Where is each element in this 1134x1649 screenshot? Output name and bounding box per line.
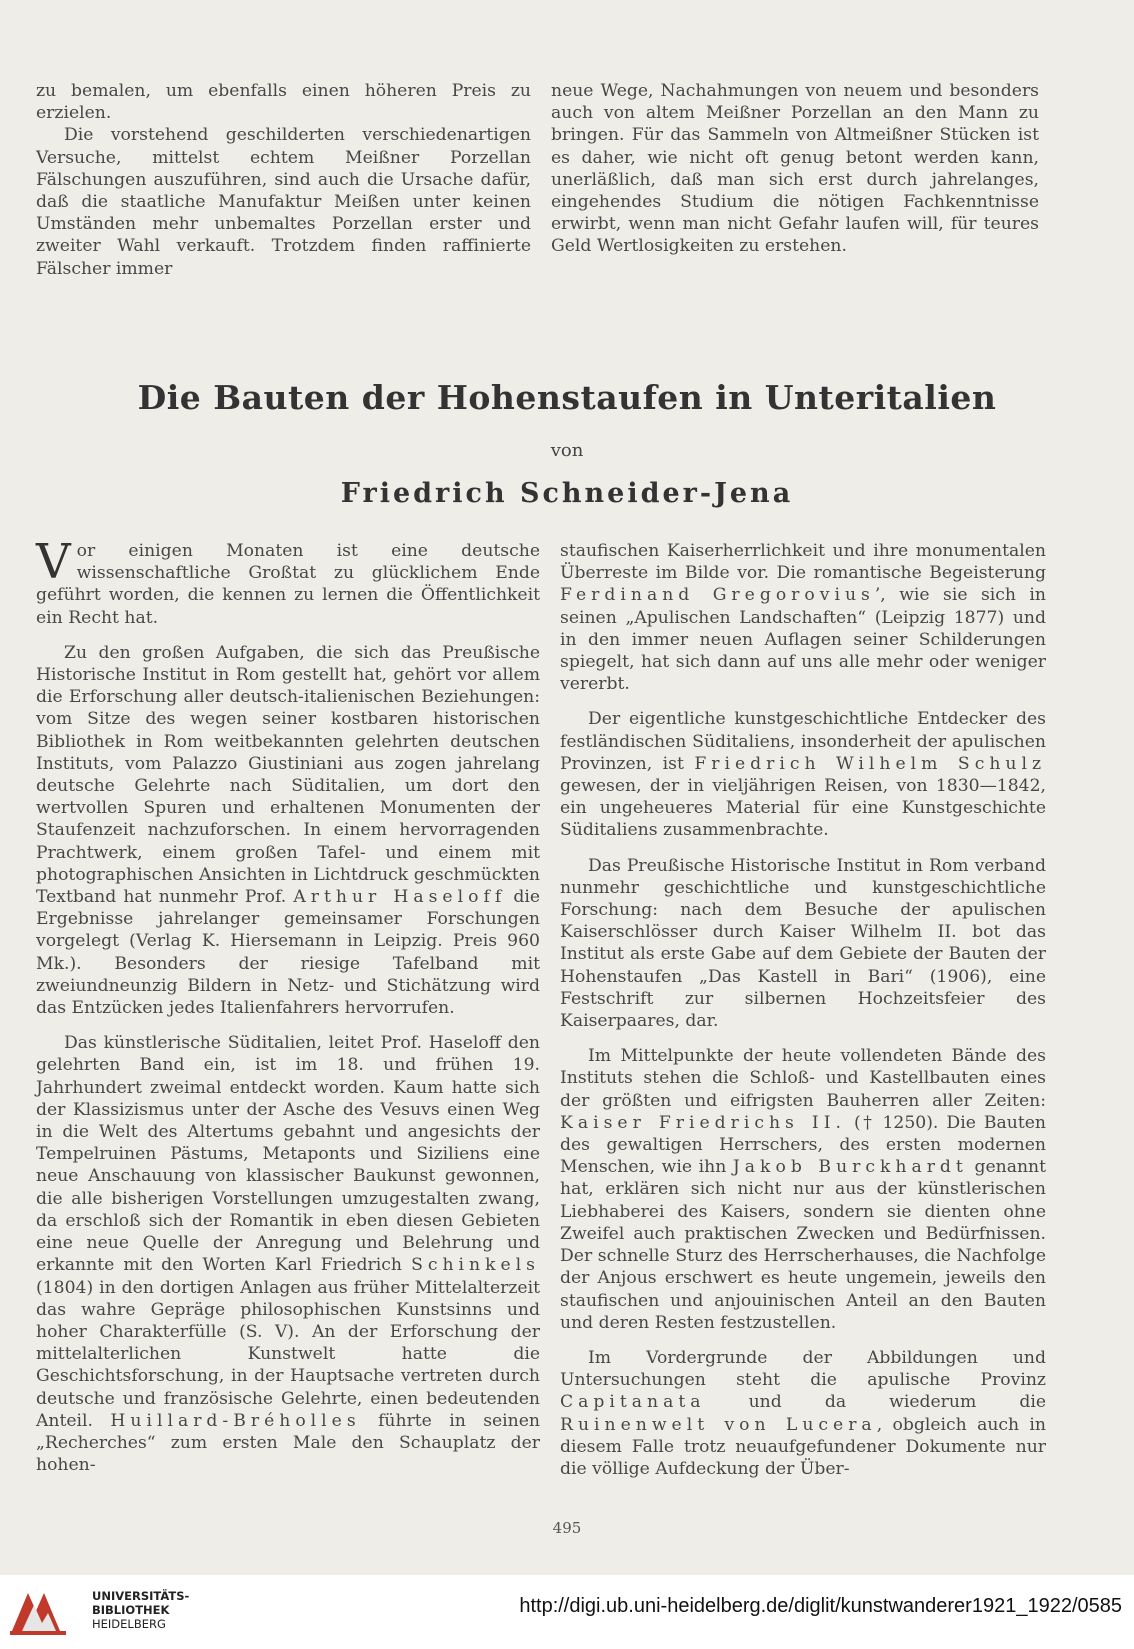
top-right-column (551, 80, 1039, 258)
drop-initial: V (36, 534, 71, 590)
library-name (92, 1589, 189, 1631)
paragraph-text: die Ergebnisse jahrelanger gemeinsamer Forschungen vorgelegt (Verlag K. Hiersemann in Leipzig. Preis 960 Mk.). Besonders der riesige Tafelband mit zweiundneunzig Bildern in Netz- und Stichätzung wird das Entzücken jedes Italienfahrers hervorrufen. (36, 887, 541, 1019)
spaced-name: Kaiser Friedrichs II. (560, 1112, 846, 1133)
library-line: BIBLIOTHEK (92, 1603, 170, 1617)
spaced-name: Huillard-Bréholles (110, 1410, 361, 1431)
library-line: UNIVERSITÄTS- (92, 1589, 190, 1603)
article-von: von (550, 440, 584, 461)
paragraph (36, 534, 540, 629)
paragraph-text: Im Mittelpunkte der heute vollendeten Bände des Instituts stehen die Schloß- und Kastellbauten eines der größten und eifrigsten Bauherren aller Zeiten: (560, 1046, 1046, 1111)
paragraph-text: († 1250). Die Bauten des gewaltigen Herrschers, des ersten modernen Menschen, wie ihn (560, 1112, 1046, 1178)
paragraph (560, 1045, 1046, 1334)
right-column (560, 540, 1046, 1480)
left-column (36, 534, 541, 1476)
paragraph (560, 540, 1046, 695)
spaced-name: Schinkels (411, 1255, 541, 1276)
paragraph: zu bemalen, um ebenfalls einen höheren Preis zu erzielen. (36, 81, 531, 124)
paragraph-text: or einigen Monaten ist eine deutsche wissenschaftliche Großtat zu glücklichem Ende geführt worden, die kennen zu lernen die Öffentlichkeit ein Recht hat. (36, 541, 540, 628)
footer-bar (0, 1575, 1134, 1649)
paragraph-text: ’, wie sie sich in seinen „Apulischen Landschaften“ (Leipzig 1877) und in den immer neuen Auflagen seiner Schilderungen spiegelt, hat sich dann auf uns alle mehr oder weniger vererbt. (560, 585, 1046, 695)
paragraph-text: gewesen, der in vieljährigen Reisen, von 1830—1842, ein ungeheueres Material für eine Kunstgeschichte Süditaliens zusammenbrachte. (560, 776, 1046, 841)
library-logo-icon (8, 1587, 70, 1637)
paragraph-text: führte in seinen „Recherches“ zum ersten Male den Schauplatz der hohen- (36, 1410, 540, 1476)
source-url-link[interactable]: http://digi.ub.uni-heidelberg.de/diglit/kunstwanderer1921_1922/0585 (519, 1595, 1122, 1617)
paragraph-text: staufischen Kaiserherrlichkeit und ihre monumentalen Überreste im Bilde vor. Die romantische Begeisterung (560, 541, 1046, 584)
spaced-name: Capitanata (560, 1392, 706, 1413)
paragraph-text: Zu den großen Aufgaben, die sich das Preußische Historische Institut in Rom gestellt hat, gehört vor allem die Erforschung aller deutsch-italienischen Beziehungen: vom Sitze des wegen seiner kostbaren historischen Bibliothek in Rom weitbekannten gelehrten deutschen Instituts, vom Palazzo Giustiniani aus zogen jahrelang deutsche Gelehrte nach Süditalien, um dort den wertvollen Spuren und erhaltenen Monumenten der Staufenzeit nachzuforschen. In einem hervorragenden Prachtwerk, einem großen Tafel- und einem mit photographischen Ansichten in Lichtdruck geschmückten Textband hat nunmehr Prof. (36, 642, 540, 908)
paragraph-text: Im Vordergrunde der Abbildungen und Untersuchungen steht die apulische Provinz (560, 1347, 1046, 1391)
page-number: 495 (552, 1519, 582, 1537)
spaced-name: Arthur Haseloff (293, 887, 507, 908)
paragraph-text: , obgleich auch in diesem Falle trotz neuaufgefundener Dokumente nur die völlige Aufdeckung der Über- (560, 1414, 1046, 1479)
spaced-name: Friedrich Wilhelm Schulz (694, 753, 1047, 774)
paragraph-text: genannt hat, erklären sich nicht nur aus der künstlerischen Liebhaberei des Kaisers, sondern sie dienten ohne Zweifel auch praktischen Zwecken und Bedürfnissen. Der schnelle Sturz des Herrscherhauses, die Nachfolge der Anjous erschwert es heute ungemein, jeweils den staufischen und anjouinischen Anteil an den Bauten und deren Resten festzustellen. (560, 1157, 1047, 1333)
spaced-name: Jakob Burckhardt (732, 1157, 968, 1178)
paragraph (560, 1347, 1046, 1480)
paragraph-text: Der eigentliche kunstgeschichtliche Entdecker des festländischen Süditaliens, insonderheit der apulischen Provinzen, ist (560, 709, 1046, 774)
paragraph (560, 708, 1046, 841)
top-left-column (36, 80, 531, 280)
paragraph-text: (1804) in den dortigen Anlagen aus früher Mittelalterzeit das wahre Gepräge philosophischen Kunstsinns und hoher Charakterfülle (S. V). An der Erforschung der mittelalterlichen Kunstwelt hatte die Geschichtsforschung, in der Hauptsache vertreten durch deutsche und französische Gelehrte, einen bedeutenden Anteil. (36, 1277, 540, 1431)
paragraph: neue Wege, Nachahmungen von neuem und besonders auch von altem Meißner Porzellan an den Mann zu bringen. Für das Sammeln von Altmeißner Stücken ist es daher, wie nicht oft genug betont werden kann, unerläßlich, daß man sich erst durch jahrelanges, eingehendes Studium die nötigen Fachkenntnisse erwirbt, wenn man nicht Gefahr laufen will, für teures Geld Wertlosigkeiten zu erstehen. (551, 81, 1039, 257)
paragraph-text: und da wiederum die (748, 1392, 1047, 1413)
library-line: HEIDELBERG (92, 1617, 166, 1631)
article-author: Friedrich Schneider-Jena (340, 478, 794, 509)
paragraph: Die vorstehend geschilderten verschiedenartigen Versuche, mittelst echtem Meißner Porzellan Fälschungen auszuführen, sind auch die Ursache dafür, daß die staatliche Manufaktur Meißen unter keinen Umständen mehr unbemaltes Porzellan erster und zweiter Wahl verkauft. Trotzdem finden raffinierte Fälscher immer (36, 125, 531, 279)
paragraph (36, 1032, 540, 1476)
article-title: Die Bauten der Hohenstaufen in Unteritalien (137, 378, 997, 417)
spaced-name: Ferdinand Gregorovius (560, 585, 875, 606)
paragraph: Das Preußische Historische Institut in Rom verband nunmehr geschichtliche und kunstgeschichtliche Forschung: nach dem Besuche der apulischen Kaiserschlösser durch Kaiser Wilhelm II. bot das Institut als erste Gabe auf dem Gebiete der Bauten der Hohenstaufen „Das Kastell in Bari“ (1906), eine Festschrift zur silbernen Hochzeitsfeier des Kaiserpaares, dar. (560, 855, 1046, 1032)
paragraph-text: Das künstlerische Süditalien, leitet Prof. Haseloff den gelehrten Band ein, ist im 18. und frühen 19. Jahrhundert zweimal entdeckt worden. Kaum hatte sich der Klassizismus unter der Asche des Vesuvs einen Weg in die Welt des Altertums gebahnt und angesichts der Tempelruinen Pästums, Metaponts und Siziliens eine neue Anschauung von klassischer Baukunst gewonnen, die alle bisherigen Vorstellungen umzugestalten zwang, da erschloß sich der Romantik in eben diesen Gebieten eine neue Quelle der Anregung und Belehrung und erkannte mit den Worten Karl Friedrich (36, 1033, 540, 1276)
paragraph (36, 642, 540, 1019)
spaced-name: Ruinenwelt von Lucera (560, 1414, 877, 1435)
